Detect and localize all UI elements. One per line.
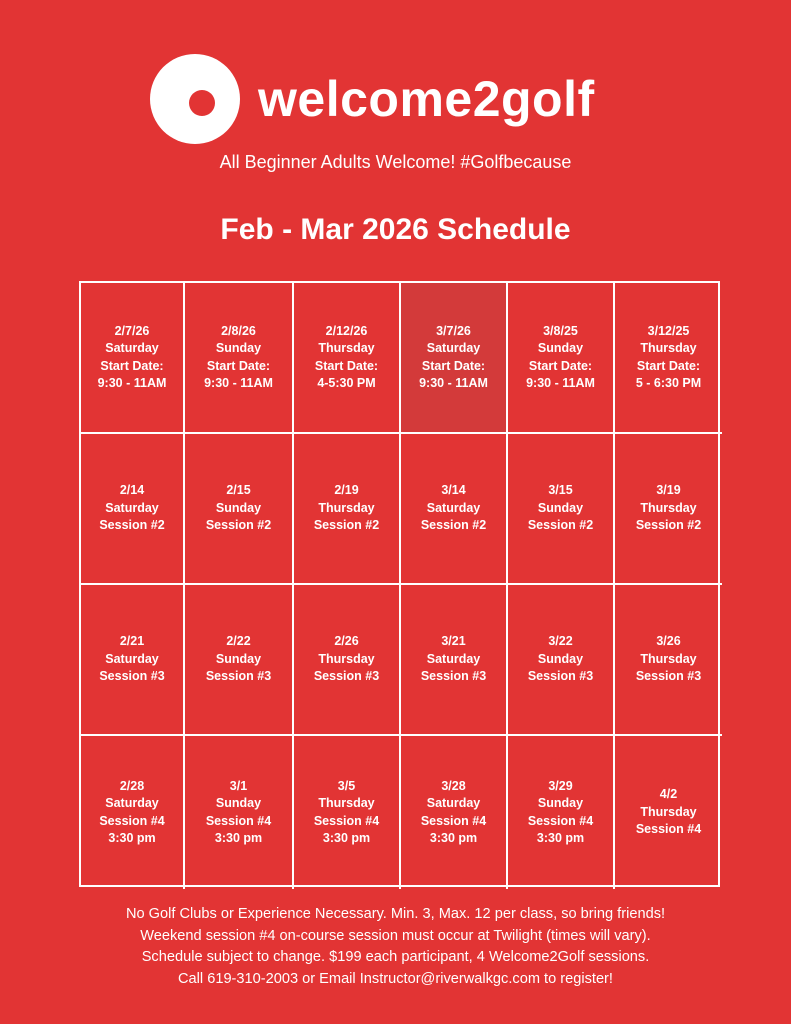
schedule-cell [294, 434, 401, 585]
schedule-cell-line: Sunday [215, 796, 262, 810]
footer-notes [0, 904, 791, 990]
golf-ball-logo-icon [150, 54, 240, 144]
schedule-cell-line: Thursday [318, 651, 375, 666]
schedule-cell-line: Session #2 [635, 518, 702, 533]
schedule-cell-line: 3:30 pm [536, 831, 585, 845]
schedule-cell-line: Session #4 [420, 813, 487, 828]
schedule-cell-line: 2/28 [119, 778, 145, 793]
schedule-cell-line: Saturday [426, 651, 481, 666]
schedule-cell-line: 3/15 [548, 483, 573, 498]
schedule-cell-line: 3/1 [229, 778, 248, 793]
schedule-cell-line: 9:30 - 11AM [204, 376, 273, 390]
schedule-cell-line: 2/7/26 [114, 323, 150, 338]
schedule-cell-line: Thursday [640, 341, 697, 355]
schedule-cell [401, 283, 508, 434]
schedule-cell-line: 3/22 [548, 634, 573, 649]
schedule-cell-line: Start Date: [314, 358, 379, 373]
schedule-grid [79, 281, 720, 887]
schedule-cell-line: 3:30 pm [429, 831, 478, 845]
brand-logo [150, 54, 595, 144]
schedule-cell-line: 2/12/26 [325, 323, 368, 338]
brand-name: welcome2golf [258, 71, 595, 127]
schedule-cell-line: Session #4 [313, 813, 380, 828]
schedule-cell-line: Session #4 [635, 822, 702, 837]
schedule-cell-line: 5 - 6:30 PM [635, 376, 702, 390]
schedule-cell-line: 3/8/25 [543, 323, 578, 338]
schedule-cell-line: 2/8/26 [221, 323, 256, 338]
schedule-cell-line: Thursday [318, 500, 375, 515]
schedule-cell [185, 434, 294, 585]
schedule-cell-line: 2/14 [119, 483, 145, 498]
schedule-cell [81, 434, 185, 585]
schedule-cell-line: 3/29 [548, 778, 573, 793]
schedule-cell [615, 585, 722, 736]
schedule-cell-line: Session #3 [527, 669, 594, 684]
schedule-cell-line: Session #4 [205, 813, 272, 828]
schedule-cell-line: Saturday [426, 500, 481, 515]
schedule-cell [401, 736, 508, 889]
schedule-cell-line: Session #2 [420, 518, 487, 533]
schedule-cell [401, 585, 508, 736]
schedule-cell-line: 3/5 [337, 778, 356, 793]
schedule-cell [508, 736, 615, 889]
schedule-cell-line: Start Date: [421, 358, 486, 373]
schedule-cell-line: Session #2 [205, 518, 272, 533]
schedule-cell [185, 736, 294, 889]
schedule-cell-line: Start Date: [206, 358, 271, 373]
schedule-cell-line: 3/14 [441, 483, 466, 498]
schedule-cell-line: Sunday [215, 651, 262, 666]
schedule-cell-line: Start Date: [636, 358, 701, 373]
schedule-cell-line: Session #3 [635, 669, 702, 684]
schedule-cell [508, 283, 615, 434]
schedule-cell-line: Start Date: [528, 358, 593, 373]
schedule-cell-line: Saturday [105, 341, 159, 355]
schedule-cell-line: 3:30 pm [108, 831, 156, 845]
schedule-cell-line: Session #3 [205, 669, 272, 684]
schedule-cell [185, 585, 294, 736]
tagline: All Beginner Adults Welcome! #Golfbecause [219, 152, 572, 172]
schedule-cell-line: Thursday [640, 651, 697, 666]
schedule-cell-line: 9:30 - 11AM [419, 376, 488, 390]
schedule-cell-line: Saturday [105, 651, 159, 666]
schedule-cell [81, 736, 185, 889]
schedule-cell-line: Sunday [537, 651, 584, 666]
schedule-cell-line: Saturday [105, 796, 159, 810]
schedule-cell-line: Thursday [640, 804, 697, 819]
schedule-cell-line: 4/2 [659, 787, 678, 802]
schedule-cell [615, 434, 722, 585]
schedule-cell [294, 585, 401, 736]
footer-line: Weekend session #4 on-course session must occur at Twilight (times will vary). [140, 927, 651, 944]
schedule-cell [615, 736, 722, 889]
schedule-cell-line: Saturday [426, 341, 481, 355]
schedule-cell-line: Saturday [105, 500, 159, 515]
schedule-cell-line: Start Date: [100, 358, 164, 373]
schedule-cell-line: Session #3 [420, 669, 487, 684]
footer-line: Call 619-310-2003 or Email Instructor@riverwalkgc.com to register! [178, 970, 613, 987]
schedule-cell-line: Thursday [640, 500, 697, 515]
schedule-cell-line: Session #4 [527, 813, 594, 828]
schedule-cell-line: 2/21 [119, 634, 145, 649]
schedule-cell-line: Saturday [426, 796, 481, 810]
schedule-cell [81, 283, 185, 434]
schedule-cell-line: 3/19 [656, 483, 681, 498]
schedule-cell-line: Session #2 [99, 518, 165, 533]
schedule-cell-line: Sunday [215, 341, 262, 355]
schedule-cell-line: Session #4 [99, 813, 165, 828]
schedule-cell-line: 3:30 pm [322, 831, 371, 845]
schedule-cell-line: 3/26 [656, 634, 681, 649]
schedule-cell-line: 3/7/26 [436, 323, 471, 338]
schedule-cell-line: 2/26 [334, 634, 359, 649]
schedule-cell-line: 3/28 [441, 778, 466, 793]
schedule-cell-line: Thursday [318, 796, 375, 810]
footer-line: Schedule subject to change. $199 each participant, 4 Welcome2Golf sessions. [141, 949, 650, 965]
schedule-cell-line: Session #3 [99, 669, 165, 684]
schedule-cell-line: Thursday [318, 341, 375, 355]
schedule-cell-line: Session #2 [527, 518, 594, 533]
schedule-cell-line: 2/15 [226, 483, 251, 498]
schedule-cell [294, 736, 401, 889]
schedule-cell-line: 9:30 - 11AM [97, 376, 167, 390]
schedule-cell-line: 4-5:30 PM [317, 376, 376, 390]
schedule-cell [615, 283, 722, 434]
schedule-cell-line: Session #3 [313, 669, 380, 684]
schedule-cell-line: 3/21 [441, 634, 466, 649]
page-title: Feb - Mar 2026 Schedule [220, 213, 571, 246]
schedule-cell-line: Sunday [215, 500, 262, 515]
schedule-cell [508, 585, 615, 736]
schedule-cell-line: Sunday [537, 341, 584, 355]
schedule-cell-line: Session #2 [313, 518, 380, 533]
schedule-cell-line: 9:30 - 11AM [526, 376, 595, 390]
schedule-cell [294, 283, 401, 434]
schedule-cell-line: Sunday [537, 500, 584, 515]
schedule-cell [401, 434, 508, 585]
schedule-cell-line: 2/19 [334, 483, 359, 498]
schedule-cell [81, 585, 185, 736]
schedule-cell-line: 3/12/25 [647, 323, 690, 338]
schedule-cell [508, 434, 615, 585]
footer-line: No Golf Clubs or Experience Necessary. Min. 3, Max. 12 per class, so bring friends! [125, 906, 666, 922]
schedule-cell-line: 2/22 [226, 634, 251, 649]
schedule-cell [185, 283, 294, 434]
schedule-cell-line: 3:30 pm [214, 831, 263, 845]
schedule-cell-line: Sunday [537, 796, 584, 810]
